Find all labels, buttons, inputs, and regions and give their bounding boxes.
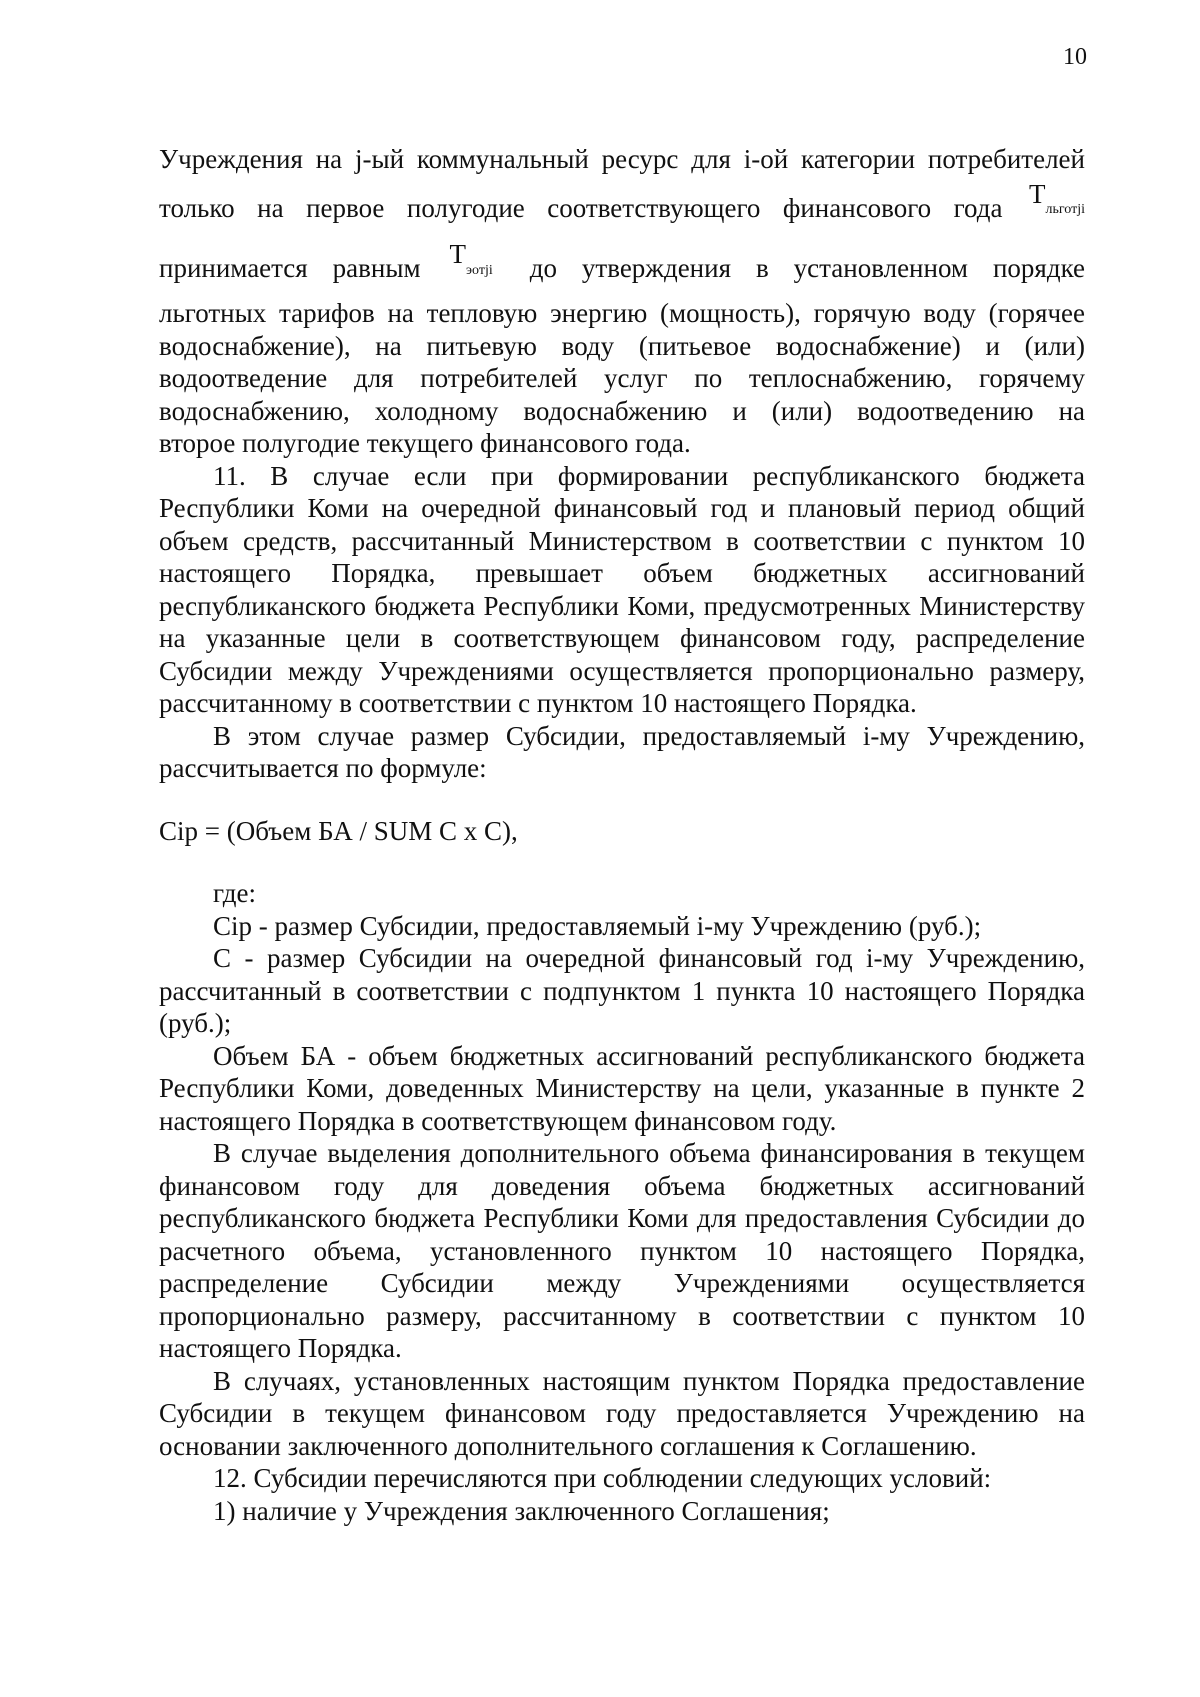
page-number: 10 xyxy=(1063,44,1087,70)
where-label: где: xyxy=(213,878,256,909)
text-fragment: до утверждения в установленном порядке xyxy=(529,253,1086,284)
paragraph-continuation xyxy=(159,143,1085,460)
symbol-main: Т xyxy=(1029,178,1046,209)
symbol-main: Т xyxy=(449,239,467,270)
formula: Сiр = (Объем БА / SUM С x С), xyxy=(159,815,518,846)
text-line-with-symbol xyxy=(159,178,1086,237)
definition-ba: Объем БА - объем бюджетных ассигнований республиканского бюджета Республики Коми, доведенных Министерству на цели, указанные в пункте 2 настоящего Порядка в соответствующем финансовом году. xyxy=(159,1040,1085,1136)
list-item-1: 1) наличие у Учреждения заключенного Соглашения; xyxy=(213,1495,830,1526)
tariff-symbol-lgot xyxy=(1029,178,1085,223)
definition-c: С - размер Субсидии на очередной финансовый год i-му Учреждению, рассчитанный в соответствии с подпунктом 1 пункта 10 настоящего Порядка (руб.); xyxy=(159,943,1085,1039)
text-line: второе полугодие текущего финансового года. xyxy=(159,428,691,459)
tariff-symbol-eot xyxy=(450,238,493,283)
text-line: водоснабжению, холодному водоснабжению и (или) водоотведению на xyxy=(159,395,1085,426)
text-line-with-symbol xyxy=(159,239,1086,297)
text-line: водоснабжение), на питьевую воду (питьевое водоснабжение) и (или) xyxy=(159,330,1085,361)
paragraph-formula-intro: В этом случае размер Субсидии, предоставляемый i-му Учреждению, рассчитывается по формуле: xyxy=(159,720,1085,784)
paragraph-cases: В случаях, установленных настоящим пунктом Порядка предоставление Субсидии в текущем финансовом году предоставляется Учреждению на основании заключенного дополнительного соглашения к Соглашению. xyxy=(159,1365,1085,1461)
symbol-subscript: льготji xyxy=(1045,201,1086,217)
text-fragment: принимается равным xyxy=(159,253,421,284)
paragraph-12: 12. Субсидии перечисляются при соблюдении следующих условий: xyxy=(213,1463,992,1494)
paragraph-additional-funding: В случае выделения дополнительного объема финансирования в текущем финансовом году для доведения объема бюджетных ассигнований республиканского бюджета Республики Коми для предоставления Субсидии до расчетного объема, установленного пунктом 10 настоящего Порядка, распределение Субсидии между Учреждениями осуществляется пропорционально размеру, рассчитанному в соответствии с пунктом 10 настоящего Порядка. xyxy=(159,1138,1085,1364)
text-line: Учреждения на j-ый коммунальный ресурс для i-ой категории потребителей xyxy=(159,144,1085,174)
symbol-subscript: эотji xyxy=(466,262,493,278)
text-fragment: только на первое полугодие соответствующего финансового года xyxy=(159,192,1003,223)
document-body xyxy=(159,143,1085,1527)
text-line: водоотведение для потребителей услуг по теплоснабжению, горячему xyxy=(159,363,1085,394)
text-line: льготных тарифов на тепловую энергию (мощность), горячую воду (горячее xyxy=(159,298,1085,329)
definition-cip: Сiр - размер Субсидии, предоставляемый i-му Учреждению (руб.); xyxy=(213,910,982,941)
paragraph-11: 11. В случае если при формировании республиканского бюджета Республики Коми на очередной финансовый год и плановый период общий объем средств, рассчитанный Министерством в соответствии с пунктом 10 настоящего Порядка, превышает объем бюджетных ассигнований республиканского бюджета Республики Коми, предусмотренных Министерству на указанные цели в соответствующем финансовом году, распределение Субсидии между Учреждениями осуществляется пропорционально размеру, рассчитанному в соответствии с пунктом 10 настоящего Порядка. xyxy=(159,460,1085,719)
